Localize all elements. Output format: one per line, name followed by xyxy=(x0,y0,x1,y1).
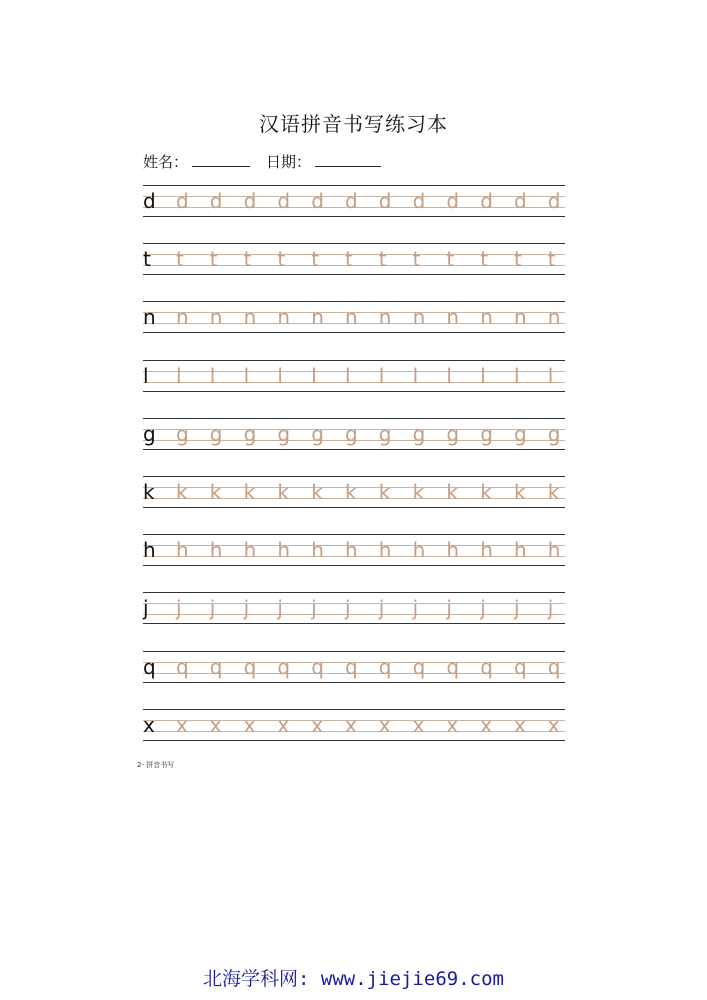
trace-letter: n xyxy=(514,305,527,330)
guide-line xyxy=(143,360,565,361)
guide-line xyxy=(143,614,565,615)
guide-line xyxy=(143,740,565,741)
trace-letter: l xyxy=(514,363,520,388)
trace-letter: j xyxy=(345,596,351,621)
trace-letter: g xyxy=(514,421,527,446)
trace-letter: j xyxy=(378,596,385,621)
page-title: 汉语拼音书写练习本 xyxy=(259,112,448,136)
trace-letter: g xyxy=(209,421,223,446)
trace-letter: q xyxy=(243,654,257,679)
trace-letter: l xyxy=(446,363,452,388)
date-blank[interactable] xyxy=(315,152,381,167)
trace-letter: t xyxy=(446,247,455,272)
trace-letter: x xyxy=(311,712,324,737)
writing-row-q[interactable] xyxy=(143,651,565,683)
guide-line xyxy=(143,418,565,419)
guide-line xyxy=(143,216,565,217)
trace-letter: n xyxy=(277,305,291,330)
trace-letter: d xyxy=(412,189,426,213)
guide-line xyxy=(143,265,565,266)
trace-letter: l xyxy=(209,363,216,388)
guide-line xyxy=(143,592,565,593)
trace-letter: j xyxy=(547,596,554,621)
trace-letter: h xyxy=(412,538,426,563)
trace-letter: x xyxy=(446,712,459,737)
trace-letter: j xyxy=(446,596,452,621)
guide-line xyxy=(143,391,565,392)
trace-letter: l xyxy=(378,363,385,388)
trace-letter: h xyxy=(446,538,460,563)
trace-letter: g xyxy=(547,421,561,446)
guide-line xyxy=(143,332,565,333)
trace-letter: n xyxy=(243,305,257,330)
watermark-link[interactable]: 北海学科网: www.jiejie69.com xyxy=(203,968,504,990)
page-footer-note: 2- 拼音书写 xyxy=(137,761,175,769)
trace-letter: t xyxy=(345,247,353,272)
trace-letter: h xyxy=(311,538,324,563)
trace-letter: l xyxy=(345,363,351,388)
trace-letter: g xyxy=(446,421,460,446)
trace-letter: d xyxy=(378,189,392,213)
model-letter: k xyxy=(143,480,155,504)
trace-letter: k xyxy=(243,480,256,504)
trace-letter: k xyxy=(480,480,492,504)
trace-letter: k xyxy=(176,480,188,504)
trace-letter: k xyxy=(514,480,526,504)
trace-letter: j xyxy=(243,596,250,621)
trace-letter: x xyxy=(547,712,560,737)
trace-letter: n xyxy=(547,305,561,330)
guide-line xyxy=(143,243,565,244)
trace-letter: d xyxy=(480,189,493,213)
trace-letter: j xyxy=(412,596,419,621)
trace-letter: g xyxy=(345,421,358,446)
trace-letter: d xyxy=(547,189,561,213)
guide-line xyxy=(143,185,565,186)
trace-letter: g xyxy=(311,421,324,446)
trace-letter: q xyxy=(209,654,223,679)
trace-letter: g xyxy=(412,421,426,446)
trace-letter: j xyxy=(480,596,486,621)
trace-letter: t xyxy=(412,247,421,272)
guide-line xyxy=(143,623,565,624)
trace-letter: h xyxy=(345,538,358,563)
trace-letter: d xyxy=(345,189,358,213)
trace-letter: l xyxy=(480,363,486,388)
trace-letter: n xyxy=(345,305,358,330)
trace-letter: d xyxy=(209,189,223,213)
trace-letter: t xyxy=(547,247,556,272)
writing-row-d[interactable] xyxy=(143,185,565,217)
writing-row-l[interactable] xyxy=(143,360,565,392)
trace-letter: t xyxy=(514,247,522,272)
trace-letter: j xyxy=(311,596,317,621)
trace-letter: n xyxy=(412,305,426,330)
trace-letter: k xyxy=(412,480,425,504)
trace-letter: j xyxy=(209,596,216,621)
guide-line xyxy=(143,651,565,652)
guide-line xyxy=(143,371,565,372)
trace-letter: k xyxy=(446,480,458,504)
trace-letter: j xyxy=(277,596,283,621)
trace-letter: x xyxy=(514,712,526,737)
trace-letter: x xyxy=(412,712,425,737)
trace-letter: k xyxy=(345,480,357,504)
guide-line xyxy=(143,603,565,604)
trace-letter: h xyxy=(514,538,527,563)
writing-row-n[interactable] xyxy=(143,301,565,333)
model-letter: j xyxy=(143,596,149,621)
trace-letter: l xyxy=(243,363,250,388)
trace-letter: x xyxy=(176,712,188,737)
guide-line xyxy=(143,382,565,383)
trace-letter: q xyxy=(480,654,493,679)
trace-letter: k xyxy=(378,480,391,504)
writing-row-x[interactable] xyxy=(143,709,565,741)
trace-letter: g xyxy=(243,421,257,446)
trace-letter: q xyxy=(378,654,392,679)
trace-letter: h xyxy=(480,538,493,563)
trace-letter: k xyxy=(311,480,323,504)
guide-line xyxy=(143,534,565,535)
trace-letter: h xyxy=(378,538,392,563)
trace-letter: x xyxy=(243,712,256,737)
trace-letter: h xyxy=(176,538,189,563)
writing-row-k[interactable] xyxy=(143,476,565,508)
trace-letter: q xyxy=(446,654,460,679)
trace-letter: x xyxy=(209,712,222,737)
trace-letter: q xyxy=(176,654,189,679)
trace-letter: h xyxy=(277,538,291,563)
trace-letter: n xyxy=(209,305,223,330)
trace-letter: t xyxy=(480,247,489,272)
model-letter: h xyxy=(143,538,156,563)
model-letter: x xyxy=(143,712,155,737)
model-letter: g xyxy=(143,421,156,446)
trace-letter: g xyxy=(378,421,392,446)
model-letter: n xyxy=(143,305,156,330)
trace-letter: g xyxy=(277,421,291,446)
trace-letter: l xyxy=(277,363,283,388)
guide-line xyxy=(143,682,565,683)
trace-letter: h xyxy=(243,538,257,563)
writing-row-g[interactable] xyxy=(143,418,565,450)
model-letter: d xyxy=(143,189,156,213)
guide-line xyxy=(143,709,565,710)
trace-letter: l xyxy=(311,363,317,388)
trace-letter: q xyxy=(277,654,291,679)
name-label: 姓名： xyxy=(143,153,189,171)
trace-letter: k xyxy=(209,480,222,504)
trace-letter: q xyxy=(311,654,324,679)
guide-line xyxy=(143,254,565,255)
trace-letter: h xyxy=(209,538,223,563)
trace-letter: t xyxy=(243,247,252,272)
trace-letter: t xyxy=(378,247,387,272)
writing-row-t[interactable] xyxy=(143,243,565,275)
trace-letter: g xyxy=(480,421,493,446)
writing-row-j[interactable] xyxy=(143,592,565,624)
trace-letter: n xyxy=(311,305,324,330)
trace-letter: d xyxy=(176,189,189,213)
name-date-bar xyxy=(143,151,381,172)
trace-letter: q xyxy=(345,654,358,679)
trace-letter: t xyxy=(277,247,286,272)
trace-letter: d xyxy=(514,189,527,213)
model-letter: l xyxy=(143,363,149,388)
trace-letter: k xyxy=(277,480,289,504)
trace-letter: n xyxy=(378,305,392,330)
model-letter: t xyxy=(143,247,151,272)
guide-line xyxy=(143,507,565,508)
trace-letter: x xyxy=(378,712,391,737)
guide-line xyxy=(143,476,565,477)
trace-letter: j xyxy=(176,596,182,621)
trace-letter: x xyxy=(345,712,357,737)
trace-letter: q xyxy=(547,654,561,679)
trace-letter: h xyxy=(547,538,561,563)
trace-letter: l xyxy=(547,363,554,388)
model-letter: q xyxy=(143,654,156,679)
guide-line xyxy=(143,301,565,302)
trace-letter: q xyxy=(412,654,426,679)
trace-letter: d xyxy=(243,189,257,213)
trace-letter: k xyxy=(547,480,560,504)
trace-letter: n xyxy=(480,305,493,330)
guide-line xyxy=(143,449,565,450)
trace-letter: d xyxy=(311,189,324,213)
date-label: 日期： xyxy=(266,153,312,171)
guide-line xyxy=(143,274,565,275)
writing-row-h[interactable] xyxy=(143,534,565,566)
guide-line xyxy=(143,565,565,566)
trace-letter: t xyxy=(209,247,218,272)
trace-letter: n xyxy=(176,305,189,330)
trace-letter: j xyxy=(514,596,520,621)
trace-letter: l xyxy=(176,363,182,388)
trace-letter: x xyxy=(277,712,290,737)
trace-letter: d xyxy=(446,189,460,213)
trace-letter: x xyxy=(480,712,493,737)
trace-letter: g xyxy=(176,421,189,446)
trace-letter: t xyxy=(311,247,320,272)
trace-letter: n xyxy=(446,305,460,330)
trace-letter: l xyxy=(412,363,419,388)
trace-letter: q xyxy=(514,654,527,679)
name-blank[interactable] xyxy=(192,152,250,167)
trace-letter: d xyxy=(277,189,291,213)
trace-letter: t xyxy=(176,247,184,272)
